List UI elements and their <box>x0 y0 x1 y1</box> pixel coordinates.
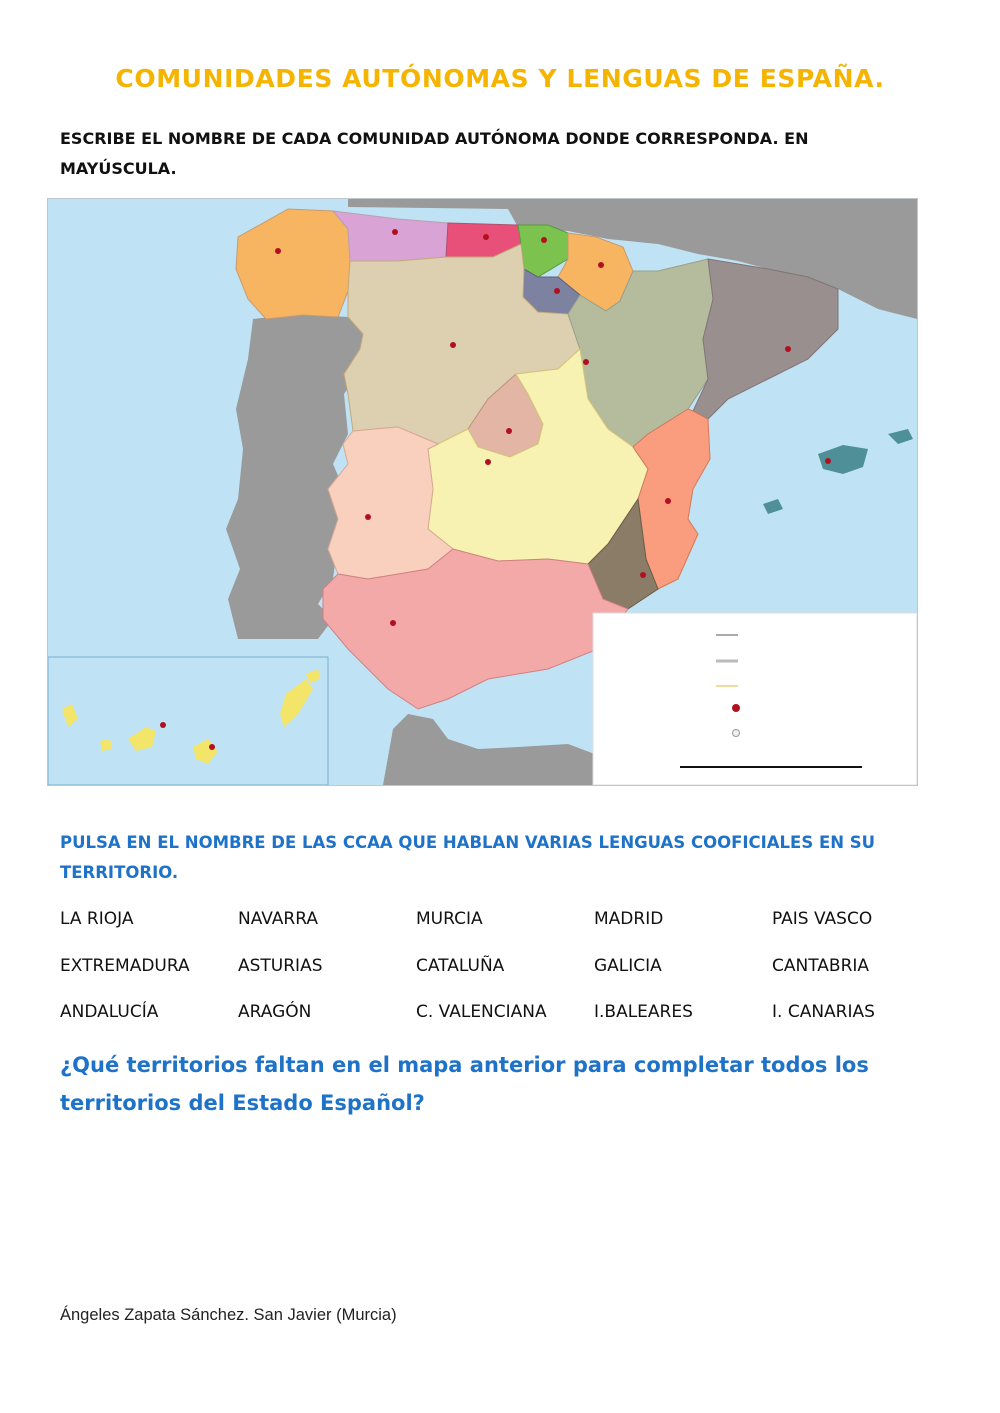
ccaa-option[interactable]: C. VALENCIANA <box>416 1002 547 1022</box>
ccaa-option[interactable]: GALICIA <box>594 955 662 976</box>
ccaa-option[interactable]: I.BALEARES <box>594 1002 693 1022</box>
ccaa-option[interactable]: ASTURIAS <box>238 955 323 976</box>
coofficial-languages-prompt: PULSA EN EL NOMBRE DE LAS CCAA QUE HABLAN VARIAS LENGUAS COOFICIALES EN SU TERRITORIO. <box>60 833 876 882</box>
ccaa-option[interactable]: MADRID <box>594 909 664 929</box>
map-instruction: ESCRIBE EL NOMBRE DE CADA COMUNIDAD AUTÓNOMA DONDE CORRESPONDA. EN MAYÚSCULA. <box>60 129 809 178</box>
ccaa-option[interactable]: CANTABRIA <box>772 955 870 976</box>
ccaa-option[interactable]: ANDALUCÍA <box>60 1002 159 1022</box>
ccaa-options-grid <box>60 904 950 1044</box>
ccaa-option[interactable]: MURCIA <box>416 909 483 929</box>
ccaa-option[interactable]: EXTREMADURA <box>60 955 190 976</box>
spain-map <box>47 198 918 786</box>
legend-capital-marker <box>732 704 740 712</box>
worksheet-title: COMUNIDADES AUTÓNOMAS Y LENGUAS DE ESPAÑA. <box>115 64 885 93</box>
ccaa-option[interactable]: NAVARRA <box>238 909 318 929</box>
author-footer: Ángeles Zapata Sánchez. San Javier (Murcia) <box>60 1306 397 1324</box>
ccaa-option[interactable]: I. CANARIAS <box>772 1002 875 1022</box>
map-legend <box>593 613 917 785</box>
ccaa-option[interactable]: LA RIOJA <box>60 909 134 929</box>
missing-territories-question: ¿Qué territorios faltan en el mapa anterior para completar todos los territorios del Estado Español? <box>60 1053 869 1115</box>
ccaa-option[interactable]: PAIS VASCO <box>772 909 873 929</box>
ccaa-option[interactable]: CATALUÑA <box>416 955 505 976</box>
legend-province-marker <box>733 730 740 737</box>
canarias-gomera <box>100 739 112 751</box>
ccaa-option[interactable]: ARAGÓN <box>238 1002 312 1022</box>
